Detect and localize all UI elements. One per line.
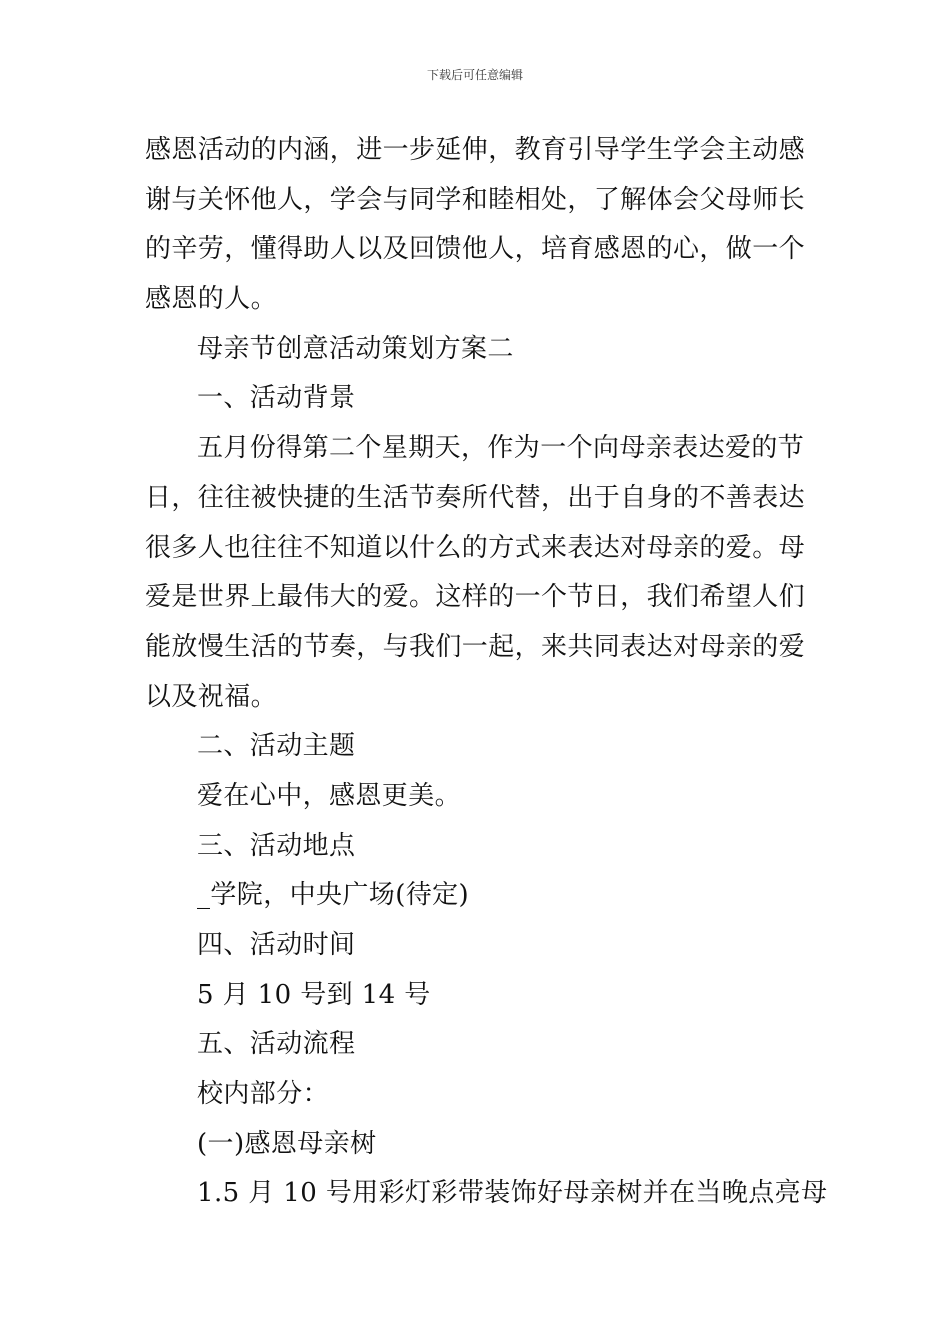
text-line: 日，往往被快捷的生活节奏所代替，出于自身的不善表达 xyxy=(145,482,806,513)
page-header-watermark: 下载后可任意编辑 xyxy=(426,68,523,82)
text-line: 五月份得第二个星期天，作为一个向母亲表达爱的节 xyxy=(197,433,805,464)
section-title: 母亲节创意活动策划方案二 xyxy=(197,333,514,364)
text-line: 爱在心中，感恩更美。 xyxy=(197,780,462,811)
document-body xyxy=(145,126,828,1219)
text-line: 5 月 10 号到 14 号 xyxy=(197,979,431,1010)
section-heading: 四、活动时间 xyxy=(197,930,356,960)
section-heading: 五、活动流程 xyxy=(197,1029,356,1060)
section-heading: 一、活动背景 xyxy=(197,383,356,414)
text-line: 能放慢生活的节奏，与我们一起，来共同表达对母亲的爱 xyxy=(145,631,806,662)
text-line: 的辛劳，懂得助人以及回馈他人，培育感恩的心，做一个 xyxy=(145,234,806,265)
text-line: 很多人也往往不知道以什么的方式来表达对母亲的爱。母 xyxy=(145,532,806,563)
text-line: 1.5 月 10 号用彩灯彩带装饰好母亲树并在当晚点亮母 xyxy=(197,1178,828,1209)
text-line: 以及祝福。 xyxy=(145,681,278,712)
text-line: 爱是世界上最伟大的爱。这样的一个节日，我们希望人们 xyxy=(145,582,806,613)
text-line: 感恩活动的内涵，进一步延伸，教育引导学生学会主动感 xyxy=(145,135,806,165)
text-line: _学院，中央广场(待定) xyxy=(197,880,470,911)
text-line: 谢与关怀他人，学会与同学和睦相处，了解体会父母师长 xyxy=(145,184,806,215)
section-heading: 三、活动地点 xyxy=(197,830,356,861)
subsection-heading: (一)感恩母亲树 xyxy=(197,1128,377,1159)
section-heading: 二、活动主题 xyxy=(197,731,356,762)
text-line: 感恩的人。 xyxy=(145,284,278,315)
text-line: 校内部分： xyxy=(197,1079,330,1110)
